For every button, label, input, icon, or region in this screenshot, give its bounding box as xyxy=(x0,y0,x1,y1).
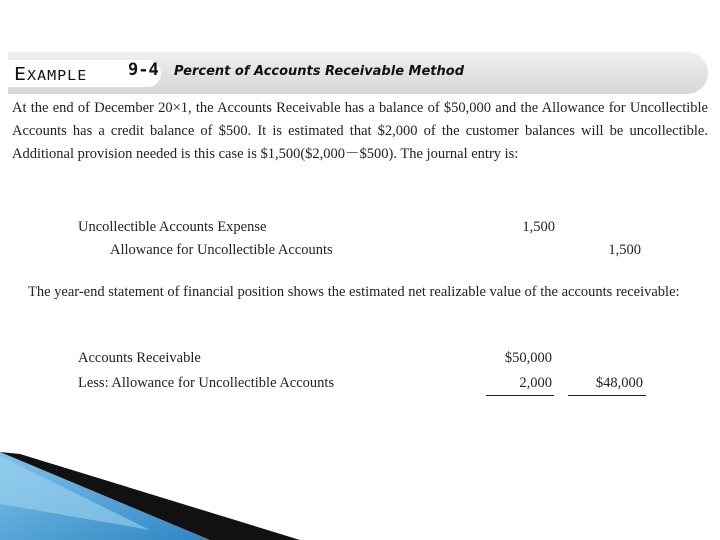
example-word xyxy=(14,63,87,85)
journal-credit-account: Allowance for Uncollectible Accounts xyxy=(110,242,333,258)
example-number: 9-4 xyxy=(128,60,159,80)
intro-paragraph: At the end of December 20×1, the Accounts Receivable has a balance of $50,000 and the Allowance for Uncollectible Accounts has a credit balance of $500. It is estimated that $2,000 of the customer balances will be uncollectible. Additional provision needed is this case is $1,500($2,000－$500). The journal entry is: xyxy=(12,100,708,162)
statement-line2-label: Less: Allowance for Uncollectible Accounts xyxy=(78,375,335,391)
journal-debit-amount: 1,500 xyxy=(522,219,555,235)
example-word-initial: E xyxy=(14,63,28,85)
example-banner xyxy=(8,52,708,94)
statement-line1-amount: $50,000 xyxy=(504,350,552,366)
amount-underline xyxy=(486,395,554,396)
statement-paragraph: The year-end statement of financial position shows the estimated net realizable value of the accounts receivable: xyxy=(28,284,680,300)
journal-credit-amount: 1,500 xyxy=(608,242,641,258)
example-word-rest: XAMPLE xyxy=(27,67,88,84)
statement-net-amount: $48,000 xyxy=(595,375,643,391)
statement-line1-label: Accounts Receivable xyxy=(78,350,201,366)
net-amount-underline xyxy=(568,395,646,396)
journal-debit-account: Uncollectible Accounts Expense xyxy=(78,219,267,235)
example-title: Percent of Accounts Receivable Method xyxy=(174,64,464,79)
decorative-swoosh xyxy=(0,440,300,540)
statement-line2-amount: 2,000 xyxy=(519,375,552,391)
